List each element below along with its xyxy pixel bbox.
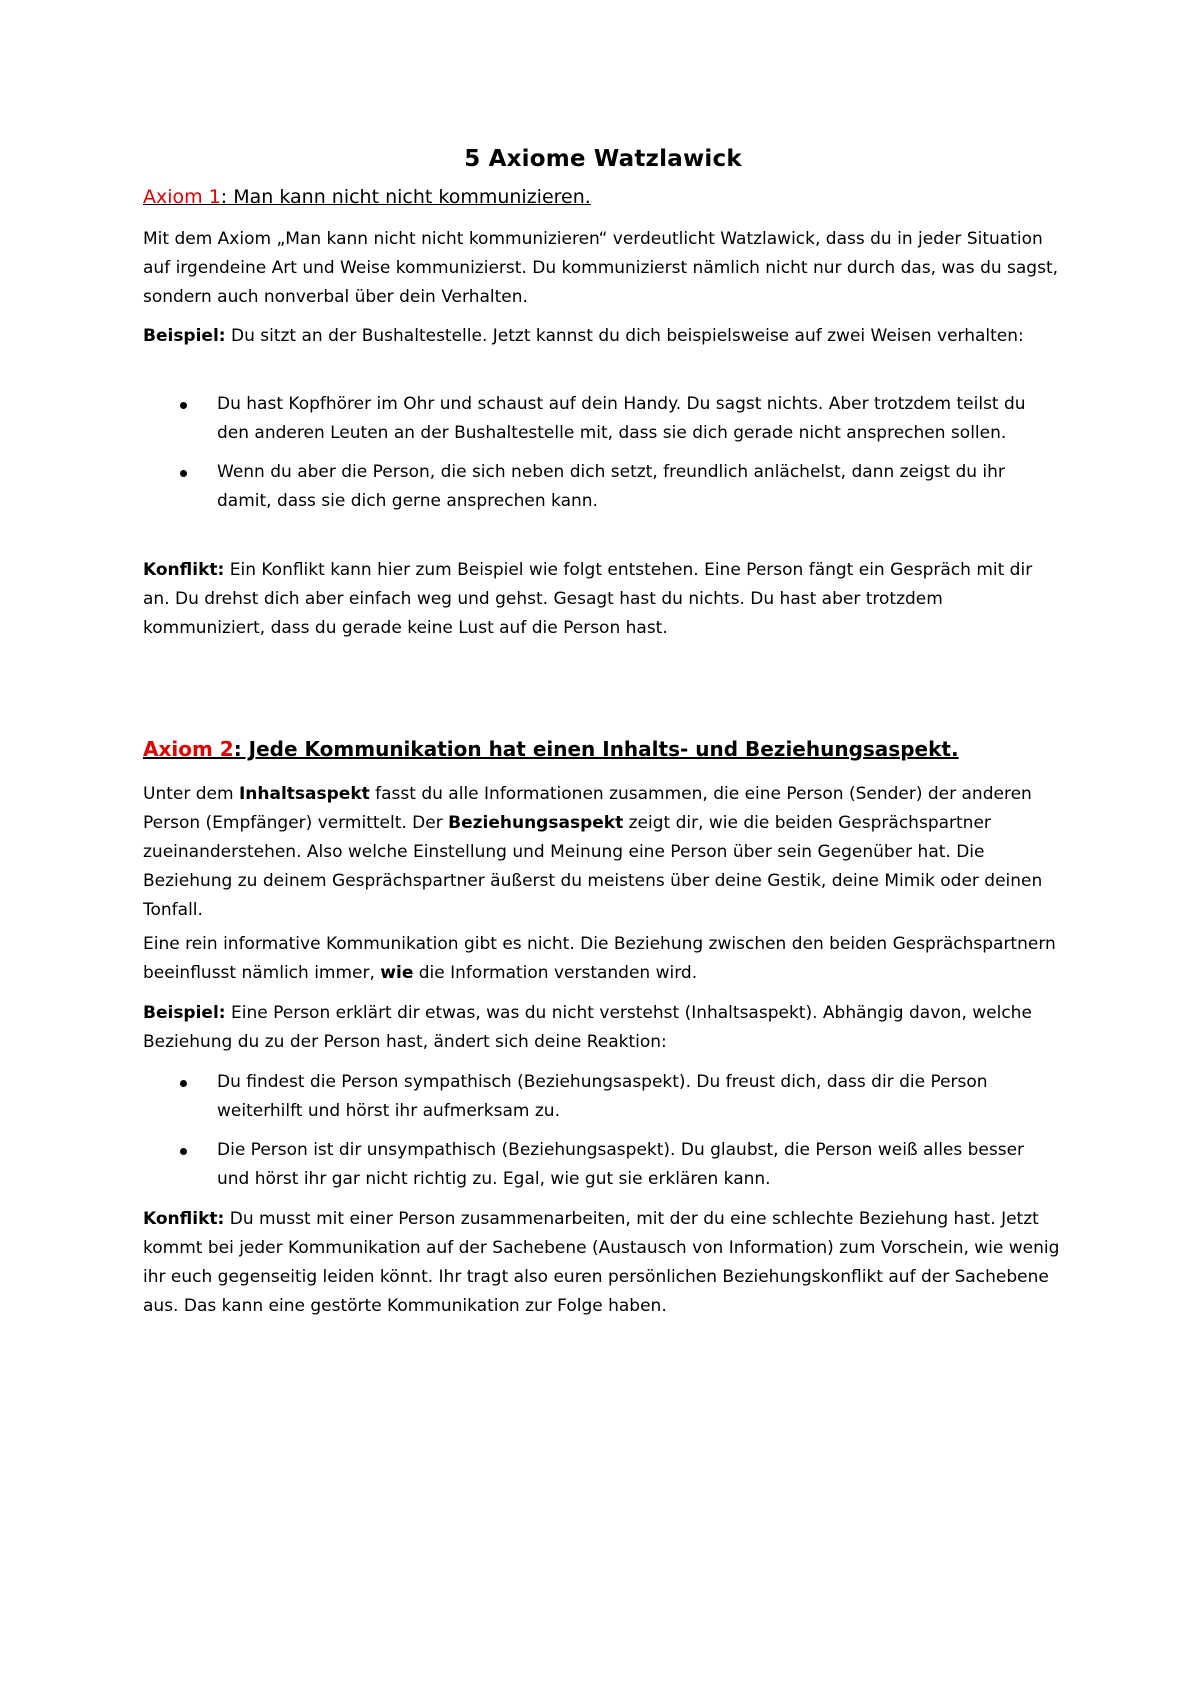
axiom-1-conflict-label: Konflikt:	[143, 560, 225, 580]
axiom-1-label: Axiom 1	[143, 186, 221, 208]
axiom-2-example-label: Beispiel:	[143, 1003, 226, 1023]
bullet-icon	[180, 470, 187, 477]
axiom-2-title: : Jede Kommunikation hat einen Inhalts- und Beziehungsaspekt.	[233, 737, 959, 761]
text-run: Unter dem	[143, 784, 239, 804]
text-run: fasst du alle Informationen zusammen, die eine Person (Sender) der anderen Person (Empfänger) vermittelt. Der	[143, 784, 1032, 833]
bullet-icon	[180, 1080, 187, 1087]
bullet-text: Wenn du aber die Person, die sich neben dich setzt, freundlich anlächelst, dann zeigst du ihr damit, dass sie dich gerne ansprechen kann.	[217, 462, 1005, 511]
axiom-2-paragraph-2	[143, 930, 1063, 988]
emphasis-wie: wie	[380, 963, 414, 983]
bullet-text: Du findest die Person sympathisch (Beziehungsaspekt). Du freust dich, dass dir die Person weiterhilft und hörst ihr aufmerksam zu.	[217, 1072, 988, 1121]
axiom-1-conflict-text: Ein Konflikt kann hier zum Beispiel wie folgt entstehen. Eine Person fängt ein Gespräch mit dir an. Du drehst dich aber einfach weg und gehst. Gesagt hast du nichts. Du hast aber trotzdem kommuniziert, dass du gerade keine Lust auf die Person hast.	[143, 560, 1033, 638]
axiom-2-heading	[143, 737, 959, 761]
list-item	[143, 1136, 1037, 1194]
list-item	[143, 458, 1037, 516]
axiom-1-bullet-list	[143, 390, 1063, 516]
bullet-text: Du hast Kopfhörer im Ohr und schaust auf dein Handy. Du sagst nichts. Aber trotzdem teilst du den anderen Leuten an der Bushaltestelle mit, dass sie dich gerade nicht ansprechen sollen.	[217, 394, 1026, 443]
page-title: 5 Axiome Watzlawick	[464, 146, 742, 172]
axiom-1-example-label: Beispiel:	[143, 326, 226, 346]
axiom-2-bullet-list	[143, 1068, 1063, 1194]
axiom-2-example-text: Eine Person erklärt dir etwas, was du nicht verstehst (Inhaltsaspekt). Abhängig davon, welche Beziehung du zu der Person hast, ändert sich deine Reaktion:	[143, 1003, 1032, 1052]
axiom-1-example	[143, 322, 1063, 351]
axiom-1-example-text: Du sitzt an der Bushaltestelle. Jetzt kannst du dich beispielsweise auf zwei Weisen verhalten:	[225, 326, 1024, 346]
axiom-2-conflict-label: Konflikt:	[143, 1209, 225, 1229]
axiom-2-paragraph-1	[143, 780, 1063, 925]
list-item	[143, 390, 1037, 448]
text-run: die Information verstanden wird.	[413, 963, 698, 983]
axiom-1-title: : Man kann nicht nicht kommunizieren.	[220, 186, 591, 208]
bullet-icon	[180, 402, 187, 409]
bullet-text: Die Person ist dir unsympathisch (Beziehungsaspekt). Du glaubst, die Person weiß alles besser und hörst ihr gar nicht richtig zu. Egal, wie gut sie erklären kann.	[217, 1140, 1025, 1189]
axiom-1-intro: Mit dem Axiom „Man kann nicht nicht kommunizieren“ verdeutlicht Watzlawick, dass du in jeder Situation auf irgendeine Art und Weise kommunizierst. Du kommunizierst nämlich nicht nur durch das, was du sagst, sondern auch nonverbal über dein Verhalten.	[143, 229, 1059, 307]
axiom-1-conflict	[143, 556, 1063, 643]
term-beziehungsaspekt: Beziehungsaspekt	[448, 813, 624, 833]
bullet-icon	[180, 1148, 187, 1155]
list-item	[143, 1068, 1037, 1126]
axiom-2-conflict	[143, 1205, 1063, 1321]
text-run: Eine rein informative Kommunikation gibt es nicht. Die Beziehung zwischen den beiden Gesprächspartnern beeinflusst nämlich immer,	[143, 934, 1056, 983]
axiom-2-conflict-text: Du musst mit einer Person zusammenarbeiten, mit der du eine schlechte Beziehung hast. Jetzt kommt bei jeder Kommunikation auf der Sachebene (Austausch von Information) zum Vorschein, wie wenig ihr euch gegenseitig leiden könnt. Ihr tragt also euren persönlichen Beziehungskonflikt auf der Sachebene aus. Das kann eine gestörte Kommunikation zur Folge haben.	[143, 1209, 1060, 1316]
axiom-1-heading	[143, 186, 591, 208]
axiom-2-label: Axiom 2	[143, 737, 234, 761]
text-run: zeigt dir, wie die beiden Gesprächspartner zueinanderstehen. Also welche Einstellung und Meinung eine Person über sein Gegenüber hat. Die Beziehung zu deinem Gesprächspartner äußerst du meistens über deine Gestik, deine Mimik oder deinen Tonfall.	[143, 813, 1043, 920]
term-inhaltsaspekt: Inhaltsaspekt	[238, 784, 370, 804]
axiom-2-example	[143, 999, 1063, 1057]
